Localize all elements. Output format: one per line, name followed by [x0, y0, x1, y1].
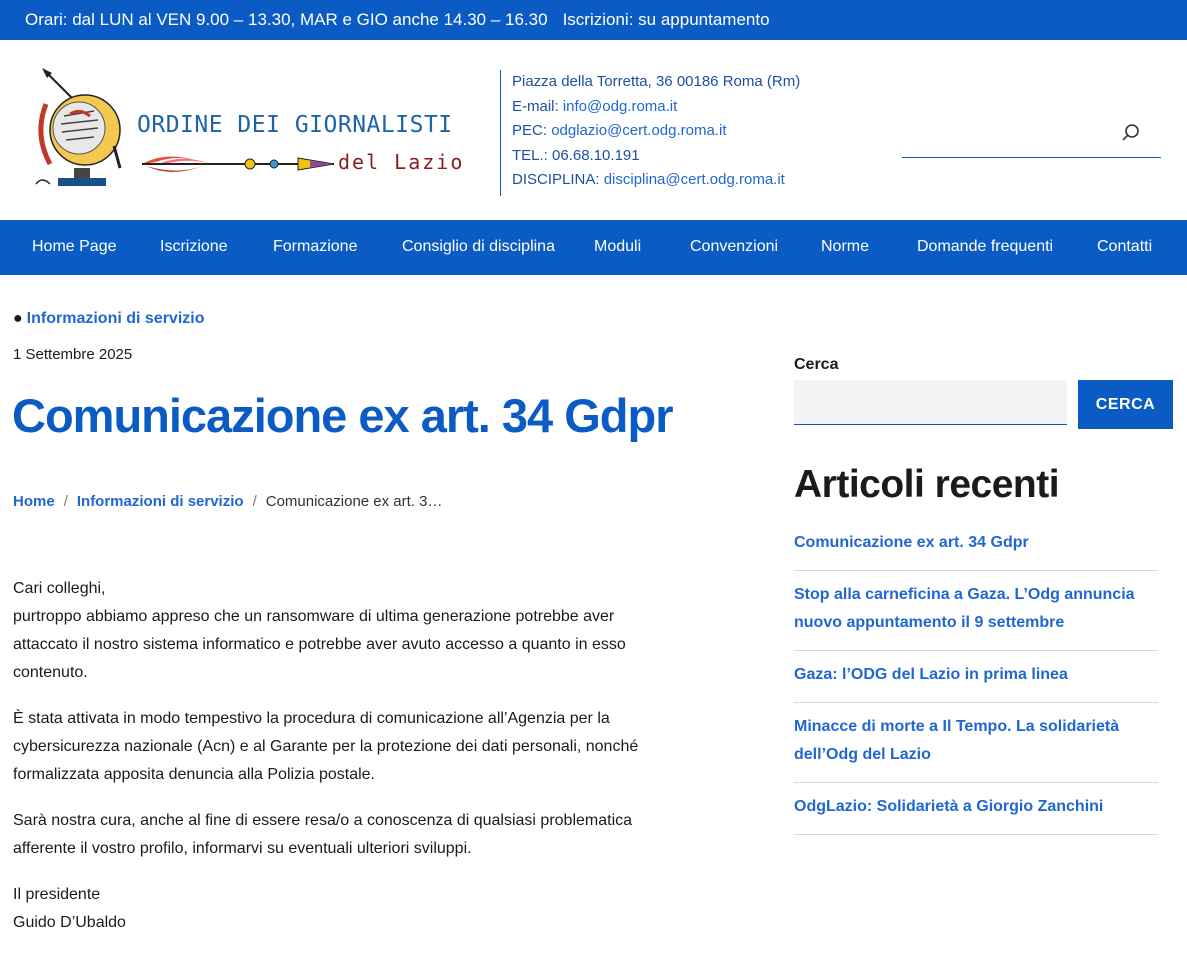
sidebar-search-button[interactable]: CERCA: [1078, 380, 1173, 429]
globe-pen-logo-icon: [28, 64, 138, 198]
list-item: [794, 529, 1158, 571]
discipline-line: [512, 168, 800, 193]
nav-norme[interactable]: Norme: [821, 238, 870, 255]
office-hours-text: Orari: dal LUN al VEN 9.00 – 13.30, MAR e GIO anche 14.30 – 16.30: [25, 10, 548, 29]
breadcrumb-home[interactable]: Home: [13, 493, 55, 510]
address-text: Piazza della Torretta, 36 00186 Roma (Rm): [512, 73, 801, 90]
list-item: [794, 651, 1158, 703]
category-link[interactable]: Informazioni di servizio: [26, 310, 205, 327]
breadcrumb-current: Comunicazione ex art. 3…: [265, 493, 443, 510]
pec-link[interactable]: odglazio@cert.odg.roma.it: [551, 122, 727, 140]
pec-line: [512, 119, 800, 144]
article-body: [13, 575, 673, 953]
signature-name: Guido D’Ubaldo: [13, 914, 126, 931]
article-paragraph: [13, 575, 673, 687]
nav-iscrizione[interactable]: Iscrizione: [160, 238, 228, 255]
contact-info: [500, 70, 800, 196]
site-logo[interactable]: [28, 64, 468, 198]
paragraph-1-text: purtroppo abbiamo appreso che un ransomware di ultima generazione potrebbe aver attaccato il nostro sistema informatico e potrebbe aver avuto accesso a quanto in esso contenuto.: [13, 608, 626, 681]
logo-subtitle: del Lazio: [338, 150, 465, 174]
email-label: E-mail:: [512, 97, 563, 115]
recent-articles-heading: Articoli recenti: [794, 463, 1060, 506]
article-category: [13, 310, 204, 328]
nav-convenzioni[interactable]: Convenzioni: [690, 238, 779, 255]
breadcrumb-category[interactable]: Informazioni di servizio: [76, 493, 244, 510]
greeting-text: Cari colleghi,: [13, 580, 106, 597]
nav-contatti[interactable]: Contatti: [1097, 238, 1153, 255]
recent-articles-list: [794, 529, 1158, 835]
paragraph-2-text: È stata attivata in modo tempestivo la procedura di comunicazione all’Agenzia per la cybersicurezza nazionale (Acn) e al Garante per la protezione dei dati personali, nonché formalizzata apposita denuncia alla Polizia postale.: [13, 710, 639, 783]
logo-title: ORDINE DEI GIORNALISTI: [137, 112, 453, 138]
email-line: [512, 95, 800, 120]
search-icon[interactable]: [1121, 123, 1141, 143]
nav-consiglio-di-disciplina[interactable]: Consiglio di disciplina: [402, 238, 555, 255]
discipline-link[interactable]: disciplina@cert.odg.roma.it: [603, 171, 785, 189]
tel-line: TEL.: 06.68.10.191: [512, 146, 640, 164]
top-info-bar: [0, 0, 1187, 40]
breadcrumb-separator: /: [63, 493, 68, 510]
article-date: 1 Settembre 2025: [13, 346, 133, 363]
main-navigation: [0, 220, 1187, 275]
recent-article-link[interactable]: OdgLazio: Solidarietà a Giorgio Zanchini: [794, 798, 1104, 815]
discipline-label: DISCIPLINA:: [512, 171, 604, 189]
recent-article-link[interactable]: Minacce di morte a Il Tempo. La solidarietà dell’Odg del Lazio: [794, 718, 1120, 763]
list-item: [794, 571, 1158, 651]
nav-domande-frequenti[interactable]: Domande frequenti: [917, 238, 1054, 255]
sidebar-search-input[interactable]: [794, 380, 1067, 425]
sidebar-search-form: [794, 380, 1174, 429]
list-item: [794, 703, 1158, 783]
paragraph-3-text: Sarà nostra cura, anche al fine di essere resa/o a conoscenza di qualsiasi problematica afferente il vostro profilo, informarvi su eventuali ulteriori sviluppi.: [13, 812, 633, 857]
breadcrumb-separator: /: [252, 493, 257, 510]
registrations-text: Iscrizioni: su appuntamento: [562, 10, 770, 29]
nav-home-page[interactable]: Home Page: [32, 238, 117, 255]
pec-label: PEC:: [512, 122, 552, 140]
email-link[interactable]: info@odg.roma.it: [562, 97, 678, 115]
recent-article-link[interactable]: Comunicazione ex art. 34 Gdpr: [794, 534, 1029, 551]
header-search-input[interactable]: [902, 120, 1112, 154]
sidebar: [794, 356, 1174, 835]
nav-formazione[interactable]: Formazione: [273, 238, 358, 255]
page-title: Comunicazione ex art. 34 Gdpr: [12, 389, 673, 442]
feather-pen-icon: [138, 148, 338, 180]
recent-article-link[interactable]: Gaza: l’ODG del Lazio in prima linea: [794, 666, 1068, 683]
nav-moduli[interactable]: Moduli: [594, 238, 642, 255]
signature: [13, 881, 673, 937]
breadcrumb: [13, 493, 442, 510]
recent-article-link[interactable]: Stop alla carneficina a Gaza. L’Odg annuncia nuovo appuntamento il 9 settembre: [794, 586, 1135, 631]
signature-role: Il presidente: [13, 886, 101, 903]
bullet-icon: ●: [13, 310, 23, 327]
list-item: [794, 783, 1158, 835]
sidebar-search-label: Cerca: [794, 356, 839, 373]
header-search: [902, 118, 1161, 158]
